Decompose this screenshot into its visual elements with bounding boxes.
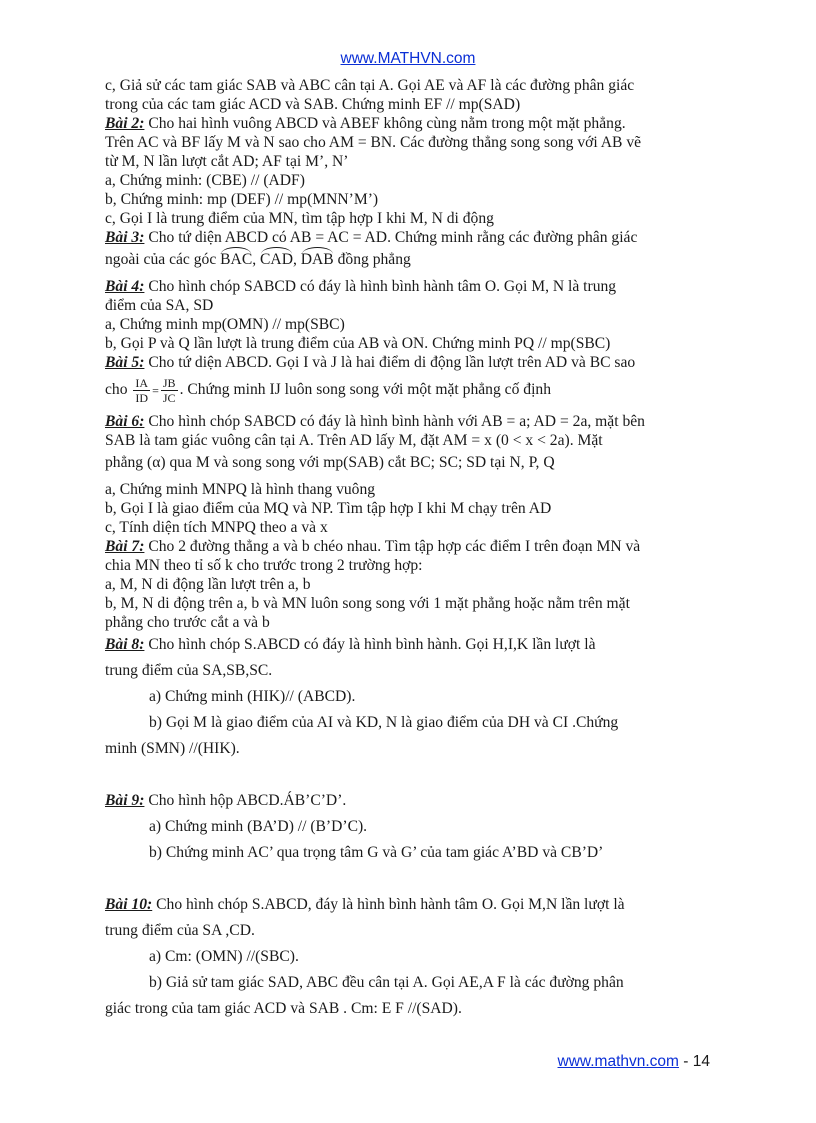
text-line: giác trong của tam giác ACD và SAB . Cm: E F //(SAD). [105,1000,462,1018]
exercise-label: Bài 8: [105,636,145,654]
text-line: b) Gọi M là giao điểm của AI và KD, N là giao điểm của DH và CI .Chứng [149,714,619,732]
exercise-label: Bài 5: [105,354,145,371]
page-number: 14 [692,1053,710,1070]
text-run: Cho hai hình vuông ABCD và ABEF không cùng nằm trong một mặt phẳng. [144,115,626,132]
text-line [105,247,711,273]
angle-dab: DAB [300,251,334,268]
text-line: trung điểm của SA ,CD. [105,922,255,940]
text-run: đồng phẳng [333,251,411,268]
fraction-ia-id [133,376,150,405]
text-line: a, M, N di động lần lượt trên a, b [105,576,311,594]
text-line: điểm của SA, SD [105,297,214,314]
exercise-5 [105,353,711,372]
text-run: Cho hình chóp SABCD có đáy là hình bình hành tâm O. Gọi M, N là trung [144,278,617,295]
text-line: trung điểm của SA,SB,SC. [105,662,273,680]
exercise-2 [105,114,711,133]
text-run: Cho hình chóp S.ABCD, đáy là hình bình hành tâm O. Gọi M,N lần lượt là [152,896,625,914]
footer-site-link[interactable]: www.mathvn.com [557,1053,679,1070]
text-line: b, M, N di động trên a, b và MN luôn song song với 1 mặt phẳng hoặc nằm trên mặt [105,595,630,613]
text-line: a, Chứng minh MNPQ là hình thang vuông [105,481,376,499]
angle-cad: CAD [260,251,293,268]
document-body [105,76,711,1022]
text-line: b) Chứng minh AC’ qua trọng tâm G và G’ của tam giác A’BD và CB’D’ [149,844,604,862]
exercise-label: Bài 10: [105,896,153,914]
text-line: a, Chứng minh: (CBE) // (ADF) [105,172,305,189]
text-line: b, Gọi I là giao điểm của MQ và NP. Tìm tập hợp I khi M chạy trên AD [105,500,552,518]
text-line: SAB là tam giác vuông cân tại A. Trên AD lấy M, đặt AM = x (0 < x < 2a). Mặt [105,432,603,450]
text-run: ngoài của các góc [105,251,221,268]
text-line: b, Gọi P và Q lần lượt là trung điểm của AB và ON. Chứng minh PQ // mp(SBC) [105,335,611,352]
spacer [105,762,711,788]
exercise-4 [105,277,711,296]
text-line: b, Chứng minh: mp (DEF) // mp(MNN’M’) [105,191,379,208]
fraction-denominator: ID [135,390,149,405]
fraction-jb-jc [161,376,178,405]
header-site-link[interactable]: www.MATHVN.com [340,50,476,67]
text-line: minh (SMN) //(HIK). [105,740,240,758]
text-line: phẳng (α) qua M và song song với mp(SAB) cắt BC; SC; SD tại N, P, Q [105,454,555,472]
fraction-numerator: JB [162,375,176,390]
text-run: Cho tứ diện ABCD có AB = AC = AD. Chứng minh rằng các đường phân giác [144,229,638,246]
text-line: a) Chứng minh (HIK)// (ABCD). [149,688,356,706]
equals-sign: = [152,383,159,398]
text-line: Trên AC và BF lấy M và N sao cho AM = BN. Các đường thẳng song song với AB vẽ [105,134,642,151]
text-run: , [252,251,261,268]
text-run: , [292,251,301,268]
text-line: c, Gọi I là trung điểm của MN, tìm tập hợp I khi M, N di động [105,210,494,227]
spacer [105,866,711,892]
fraction-numerator: IA [135,375,149,390]
footer-separator: - [678,1053,693,1070]
text-line: từ M, N lần lượt cắt AD; AF tại M’, N’ [105,153,349,170]
exercise-label: Bài 3: [105,229,145,246]
exercise-8 [105,632,711,1022]
text-run: Cho tứ diện ABCD. Gọi I và J là hai điểm di động lần lượt trên AD và BC sao [144,354,636,371]
exercise-label: Bài 6: [105,413,145,431]
text-line: phẳng cho trước cắt a và b [105,614,270,632]
text-run: Cho 2 đường thẳng a và b chéo nhau. Tìm tập hợp các điểm I trên đoạn MN và [144,538,641,556]
exercise-6 [105,412,711,431]
exercise-label: Bài 9: [105,792,145,810]
fraction-denominator: JC [162,390,176,405]
text-run: Cho hình chóp SABCD có đáy là hình bình hành với AB = a; AD = 2a, mặt bên [144,413,645,431]
text-line: a, Chứng minh mp(OMN) // mp(SBC) [105,316,345,333]
text-line: a) Chứng minh (BA’D) // (B’D’C). [149,818,368,836]
text-line [105,372,711,408]
exercise-label: Bài 2: [105,115,145,132]
exercise-7 [105,537,711,556]
footer [558,1053,710,1071]
text-run: . Chứng minh IJ luôn song song với một mặt phẳng cố định [179,381,552,398]
text-line: c, Giả sử các tam giác SAB và ABC cân tại A. Gọi AE và AF là các đường phân giác [105,77,635,94]
text-line: chia MN theo tỉ số k cho trước trong 2 trường hợp: [105,557,423,575]
text-run: cho [105,381,132,398]
text-run: Cho hình chóp S.ABCD có đáy là hình bình hành. Gọi H,I,K lần lượt là [144,636,596,654]
exercise-label: Bài 4: [105,278,145,295]
angle-bac: BAC [220,251,253,268]
exercise-3 [105,228,711,247]
text-line: a) Cm: (OMN) //(SBC). [149,948,299,966]
text-run: Cho hình hộp ABCD.ÁB’C’D’. [144,792,347,810]
text-line: b) Giả sử tam giác SAD, ABC đều cân tại A. Gọi AE,A F là các đường phân [149,974,624,992]
text-line: trong của các tam giác ACD và SAB. Chứng minh EF // mp(SAD) [105,96,521,113]
exercise-label: Bài 7: [105,538,145,556]
text-line: c, Tính diện tích MNPQ theo a và x [105,519,328,537]
